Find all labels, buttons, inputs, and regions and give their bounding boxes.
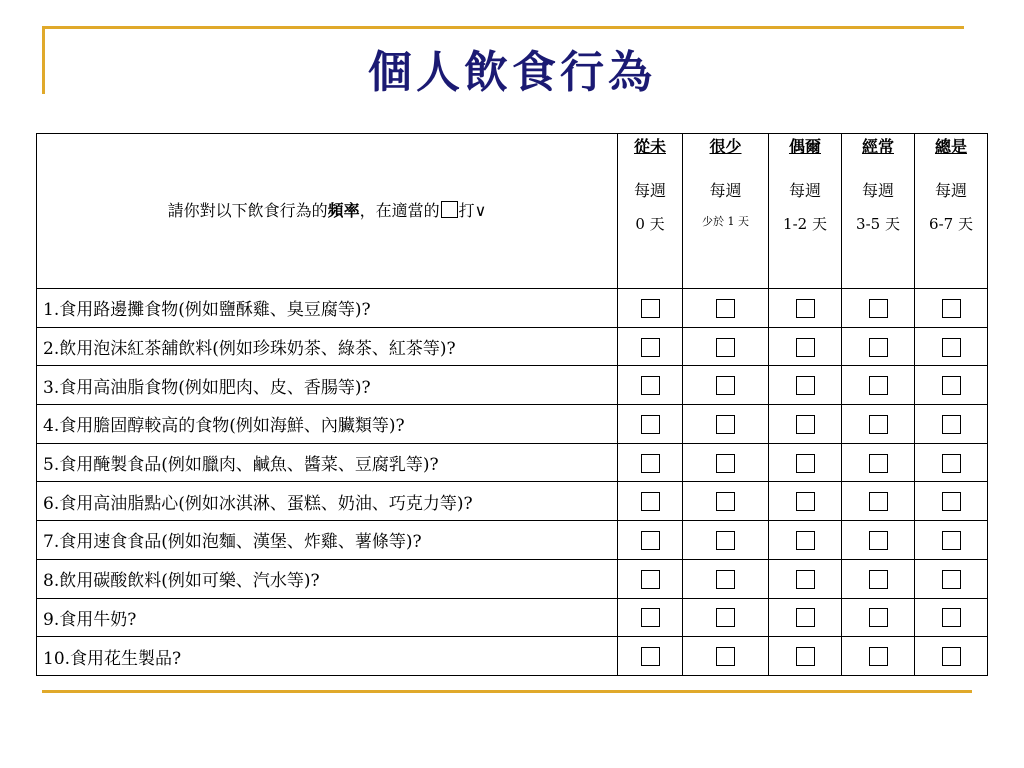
frequency-checkbox[interactable] <box>716 608 735 627</box>
checkbox-cell <box>842 521 915 560</box>
checkbox-cell <box>915 405 988 444</box>
frequency-checkbox[interactable] <box>869 376 888 395</box>
frequency-checkbox[interactable] <box>641 608 660 627</box>
frequency-checkbox[interactable] <box>716 376 735 395</box>
frequency-checkbox[interactable] <box>641 376 660 395</box>
checkbox-cell <box>769 327 842 366</box>
frequency-checkbox[interactable] <box>641 570 660 589</box>
table-row <box>37 405 988 444</box>
survey-table <box>36 133 988 676</box>
checkbox-cell <box>769 637 842 676</box>
frequency-checkbox[interactable] <box>942 376 961 395</box>
checkbox-cell <box>618 443 683 482</box>
page-title: 個人飲食行為 <box>368 47 656 98</box>
frequency-checkbox[interactable] <box>716 454 735 473</box>
frequency-detail: 少於 1 天 <box>702 215 749 228</box>
frequency-checkbox[interactable] <box>716 299 735 318</box>
frequency-header-0 <box>618 134 683 289</box>
checkbox-cell <box>769 289 842 328</box>
checkbox-cell <box>618 482 683 521</box>
checkbox-cell <box>683 327 769 366</box>
frequency-header-4 <box>915 134 988 289</box>
frequency-checkbox[interactable] <box>796 647 815 666</box>
table-row <box>37 443 988 482</box>
frequency-sub: 每週 <box>934 181 967 200</box>
frequency-sub: 每週 <box>633 181 666 200</box>
table-row <box>37 521 988 560</box>
frequency-checkbox[interactable] <box>869 454 888 473</box>
frequency-header-3 <box>842 134 915 289</box>
item-question: 1.食用路邊攤食物(例如鹽酥雞、臭豆腐等)? <box>37 289 618 328</box>
checkbox-cell <box>769 598 842 637</box>
frequency-label: 偶爾 <box>788 137 821 156</box>
frequency-detail: 6-7 天 <box>929 215 973 233</box>
frequency-checkbox[interactable] <box>942 531 961 550</box>
checkbox-cell <box>618 637 683 676</box>
table-row <box>37 482 988 521</box>
frequency-checkbox[interactable] <box>796 608 815 627</box>
frequency-checkbox[interactable] <box>716 570 735 589</box>
checkbox-cell <box>683 559 769 598</box>
checkbox-cell <box>915 521 988 560</box>
checkbox-cell <box>618 598 683 637</box>
frequency-checkbox[interactable] <box>716 647 735 666</box>
checkbox-cell <box>618 405 683 444</box>
frequency-checkbox[interactable] <box>869 570 888 589</box>
instruction-mark: 打∨ <box>458 200 487 220</box>
checkbox-cell <box>842 482 915 521</box>
checkbox-cell <box>618 521 683 560</box>
item-question: 9.食用牛奶? <box>37 598 618 637</box>
frequency-label: 經常 <box>861 137 894 156</box>
frequency-checkbox[interactable] <box>716 415 735 434</box>
item-question: 5.食用醃製食品(例如臘肉、鹹魚、醬菜、豆腐乳等)? <box>37 443 618 482</box>
frequency-checkbox[interactable] <box>869 608 888 627</box>
checkbox-cell <box>618 289 683 328</box>
item-question: 6.食用高油脂點心(例如冰淇淋、蛋糕、奶油、巧克力等)? <box>37 482 618 521</box>
checkbox-cell <box>769 521 842 560</box>
checkbox-cell <box>683 289 769 328</box>
checkbox-cell <box>683 405 769 444</box>
frequency-checkbox[interactable] <box>869 492 888 511</box>
frequency-checkbox[interactable] <box>796 338 815 357</box>
frequency-header-2 <box>769 134 842 289</box>
checkbox-cell <box>842 443 915 482</box>
table-row <box>37 598 988 637</box>
checkbox-cell <box>842 405 915 444</box>
frequency-checkbox[interactable] <box>796 299 815 318</box>
frequency-checkbox[interactable] <box>796 531 815 550</box>
checkbox-cell <box>842 559 915 598</box>
checkbox-cell <box>915 443 988 482</box>
frequency-checkbox[interactable] <box>641 415 660 434</box>
item-question: 8.飲用碳酸飲料(例如可樂、汽水等)? <box>37 559 618 598</box>
frequency-detail: 1-2 天 <box>783 215 827 233</box>
item-question: 3.食用高油脂食物(例如肥肉、皮、香腸等)? <box>37 366 618 405</box>
frequency-sub: 每週 <box>788 181 821 200</box>
checkbox-cell <box>618 559 683 598</box>
frequency-checkbox[interactable] <box>641 299 660 318</box>
checkbox-cell <box>915 366 988 405</box>
instruction-text: 請你對以下飲食行為的 <box>167 200 328 220</box>
checkbox-cell <box>842 289 915 328</box>
table-row <box>37 559 988 598</box>
checkbox-cell <box>915 637 988 676</box>
frequency-checkbox[interactable] <box>641 454 660 473</box>
frequency-checkbox[interactable] <box>869 647 888 666</box>
checkbox-cell <box>842 366 915 405</box>
frequency-sub: 每週 <box>861 181 894 200</box>
checkbox-cell <box>683 482 769 521</box>
frequency-checkbox[interactable] <box>942 415 961 434</box>
frequency-checkbox[interactable] <box>641 647 660 666</box>
frequency-checkbox[interactable] <box>796 376 815 395</box>
frequency-checkbox[interactable] <box>796 492 815 511</box>
checkbox-cell <box>842 598 915 637</box>
table-row <box>37 637 988 676</box>
frequency-checkbox[interactable] <box>942 454 961 473</box>
checkbox-cell <box>683 521 769 560</box>
checkbox-cell <box>618 327 683 366</box>
item-question: 2.飲用泡沫紅茶舖飲料(例如珍珠奶茶、綠茶、紅茶等)? <box>37 327 618 366</box>
frequency-checkbox[interactable] <box>641 531 660 550</box>
frequency-checkbox[interactable] <box>796 415 815 434</box>
instruction-emphasis: 頻率 <box>327 200 360 220</box>
header-row <box>37 134 988 289</box>
frequency-checkbox[interactable] <box>869 415 888 434</box>
frequency-header-1 <box>683 134 769 289</box>
frequency-checkbox[interactable] <box>716 338 735 357</box>
frequency-checkbox[interactable] <box>942 608 961 627</box>
frequency-label: 很少 <box>709 137 742 156</box>
frequency-sub: 每週 <box>709 181 742 200</box>
frequency-checkbox[interactable] <box>869 299 888 318</box>
checkbox-sample-icon <box>441 201 458 218</box>
checkbox-cell <box>915 289 988 328</box>
table-row <box>37 289 988 328</box>
checkbox-cell <box>769 366 842 405</box>
checkbox-cell <box>769 482 842 521</box>
checkbox-cell <box>915 559 988 598</box>
instruction-cell <box>37 134 618 289</box>
frequency-checkbox[interactable] <box>869 338 888 357</box>
frequency-label: 總是 <box>934 137 967 156</box>
frequency-checkbox[interactable] <box>716 492 735 511</box>
item-question: 4.食用膽固醇較高的食物(例如海鮮、內臟類等)? <box>37 405 618 444</box>
frequency-checkbox[interactable] <box>942 299 961 318</box>
checkbox-cell <box>915 327 988 366</box>
frequency-checkbox[interactable] <box>869 531 888 550</box>
item-question: 10.食用花生製品? <box>37 637 618 676</box>
frequency-checkbox[interactable] <box>796 570 815 589</box>
accent-bottom-line <box>42 690 972 693</box>
checkbox-cell <box>618 366 683 405</box>
checkbox-cell <box>915 598 988 637</box>
frequency-detail: 3-5 天 <box>856 215 900 233</box>
frequency-checkbox[interactable] <box>796 454 815 473</box>
instruction-text-2: ，在適當的 <box>359 200 440 220</box>
accent-top-line <box>42 26 964 29</box>
frequency-checkbox[interactable] <box>942 492 961 511</box>
checkbox-cell <box>769 559 842 598</box>
checkbox-cell <box>842 637 915 676</box>
checkbox-cell <box>683 443 769 482</box>
checkbox-cell <box>842 327 915 366</box>
frequency-checkbox[interactable] <box>716 531 735 550</box>
frequency-checkbox[interactable] <box>942 647 961 666</box>
table-row <box>37 366 988 405</box>
frequency-label: 從未 <box>633 137 666 156</box>
frequency-detail: 0 天 <box>635 215 665 233</box>
checkbox-cell <box>683 637 769 676</box>
frequency-checkbox[interactable] <box>942 338 961 357</box>
table-row <box>37 327 988 366</box>
frequency-checkbox[interactable] <box>641 492 660 511</box>
checkbox-cell <box>683 366 769 405</box>
checkbox-cell <box>769 443 842 482</box>
checkbox-cell <box>915 482 988 521</box>
checkbox-cell <box>683 598 769 637</box>
frequency-checkbox[interactable] <box>942 570 961 589</box>
item-question: 7.食用速食食品(例如泡麵、漢堡、炸雞、薯條等)? <box>37 521 618 560</box>
checkbox-cell <box>769 405 842 444</box>
frequency-checkbox[interactable] <box>641 338 660 357</box>
